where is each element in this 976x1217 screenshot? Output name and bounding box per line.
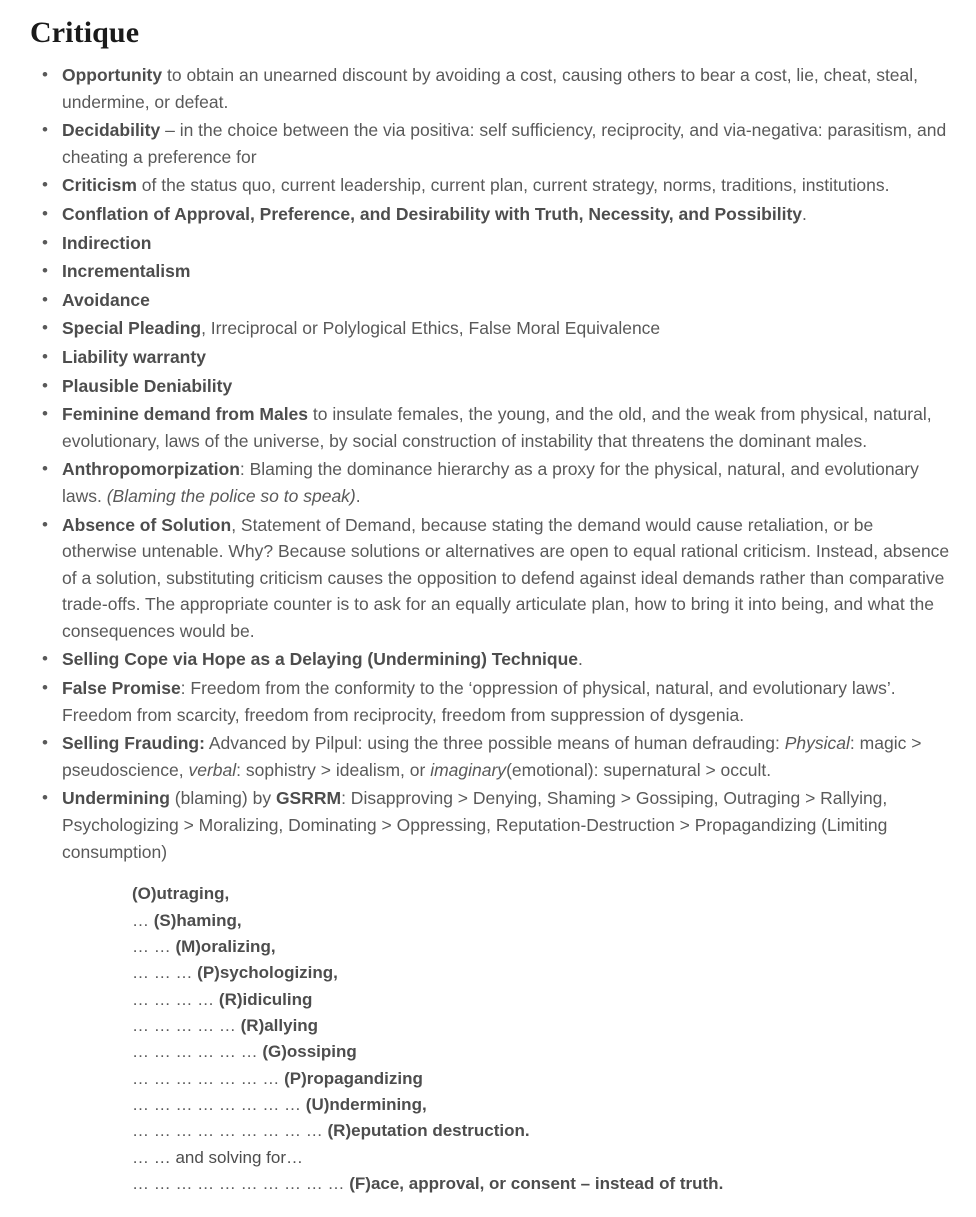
list-item-text: : Freedom from the conformity to the ‘oppression of physical, natural, and evolutionary laws’. Freedom from scarcity, freedom from reciprocity, freedom from suppression of dysgenia.	[62, 678, 896, 725]
gsrrm-indent-dots: … …	[132, 936, 176, 956]
gsrrm-term: (U)ndermining,	[305, 1094, 427, 1114]
gsrrm-term: (O)utraging,	[132, 884, 230, 904]
list-item-text: Conflation of Approval, Preference, and Desirability with Truth, Necessity, and Possibility	[62, 203, 803, 224]
list-item-text: of the status quo, current leadership, current plan, current strategy, norms, traditions, institutions.	[136, 175, 890, 196]
list-item-text: : Blaming the dominance hierarchy as a proxy for the physical, natural, and evolutionary laws.	[62, 459, 919, 506]
gsrrm-term: (R)allying	[240, 1015, 319, 1035]
gsrrm-indent-dots: … … … … … … … … … …	[132, 1174, 350, 1193]
list-item-text: Opportunity	[62, 65, 163, 85]
list-item-text: Absence of Solution	[62, 514, 232, 535]
gsrrm-ladder-line	[132, 908, 952, 934]
gsrrm-indent-dots: … … … …	[132, 989, 219, 1009]
gsrrm-term: (G)ossiping	[262, 1042, 357, 1062]
list-item-text: Plausible Deniability	[62, 375, 233, 396]
gsrrm-indent-dots: … … … … … … … …	[132, 1094, 306, 1114]
gsrrm-indent-dots: … … … … … … … … …	[132, 1121, 328, 1141]
gsrrm-indent-dots: … … …	[132, 963, 198, 983]
list-item-text: , Statement of Demand, because stating the demand would cause retaliation, or be otherwise untenable. Why? Because solutions or alternatives are open to equal rational criticism. Instead, absence of a solution, substituting criticism causes the opposition to defend against ideal demands rather than comparative trade-offs. The appropriate counter is to ask for an equally articulate plan, how to bring it into being, and what the consequences would be.	[62, 514, 950, 641]
list-item-text: : magic > pseudoscience,	[62, 733, 922, 780]
gsrrm-term: (S)haming,	[153, 910, 242, 930]
list-item-text: to insulate females, the young, and the old, and the weak from physical, natural, evolutionary, laws of the universe, by social construction of instability that threatens the dominant males.	[62, 404, 932, 451]
list-item-text: Selling Frauding:	[62, 733, 205, 754]
list-item-text: imaginary	[430, 759, 507, 780]
list-item-text: to obtain an unearned discount by avoiding a cost, causing others to bear a cost, lie, cheat, steal, undermine, or defeat.	[62, 65, 919, 112]
list-item-text: .	[355, 485, 361, 506]
list-item	[24, 785, 952, 865]
list-item-text: , Irreciprocal or Polylogical Ethics, False Moral Equivalence	[201, 318, 661, 339]
gsrrm-ladder-line	[132, 881, 952, 907]
gsrrm-term: (P)sychologizing,	[197, 963, 338, 983]
gsrrm-term: (F)ace, approval, or consent – instead of truth.	[349, 1174, 724, 1193]
list-item	[24, 117, 952, 170]
list-item-text: Physical	[784, 733, 850, 754]
list-item-text: (emotional): supernatural > occult.	[506, 759, 772, 780]
list-item-text: verbal	[188, 759, 237, 780]
list-item-text: False Promise	[62, 678, 181, 699]
list-item	[24, 675, 952, 728]
list-item-text: .	[802, 203, 807, 224]
gsrrm-term: (M)oralizing,	[175, 936, 276, 956]
gsrrm-ladder-line	[132, 1145, 952, 1171]
list-item-text: Avoidance	[62, 289, 150, 310]
critique-list	[24, 62, 952, 865]
list-item-text: Decidability	[62, 120, 161, 141]
list-item-text: .	[578, 649, 583, 670]
list-item-text: Anthropomorpization	[62, 459, 240, 480]
list-item-text: Liability warranty	[62, 346, 206, 367]
gsrrm-indent-dots: … … … … … … …	[132, 1068, 285, 1088]
list-item	[24, 730, 952, 783]
gsrrm-ladder-line	[132, 960, 952, 986]
list-item-text: GSRRM	[275, 788, 342, 809]
list-item	[24, 456, 952, 509]
list-item-text: Advanced by Pilpul: using the three possible means of human defrauding:	[204, 733, 785, 754]
gsrrm-ladder-line	[132, 1039, 952, 1065]
gsrrm-ladder-line	[132, 934, 952, 960]
gsrrm-indent-dots: … … … … … …	[132, 1042, 263, 1062]
gsrrm-indent-dots: …	[132, 1147, 154, 1167]
list-item-text: : Disapproving > Denying, Shaming > Gossiping, Outraging > Rallying, Psychologizing > Moralizing, Dominating > Oppressing, Reputation-Destruction > Propagandizing (Limiting consumption)	[62, 788, 888, 862]
gsrrm-indent-dots: …	[132, 910, 154, 930]
list-item-text: : sophistry > idealism, or	[236, 759, 431, 780]
gsrrm-term: … and solving for…	[153, 1147, 304, 1167]
list-item	[24, 315, 952, 342]
gsrrm-indent-dots: … … … … …	[132, 1015, 241, 1035]
gsrrm-ladder-line	[132, 987, 952, 1013]
list-item	[24, 646, 952, 673]
gsrrm-term: (P)ropagandizing	[284, 1068, 423, 1088]
list-item	[24, 401, 952, 454]
gsrrm-ladder-line	[132, 1066, 952, 1092]
gsrrm-term: (R)eputation destruction.	[327, 1121, 530, 1141]
list-item	[24, 373, 952, 400]
list-item-text: – in the choice between the via positiva: self sufficiency, reciprocity, and via-negativa: parasitism, and cheating a preference for	[62, 120, 947, 167]
list-item	[24, 512, 952, 645]
gsrrm-ladder-line	[132, 1013, 952, 1039]
gsrrm-term: (R)idiculing	[218, 989, 313, 1009]
gsrrm-ladder-line	[132, 1092, 952, 1118]
page-title: Critique	[30, 16, 140, 49]
list-item-text: Undermining	[62, 788, 170, 809]
list-item	[24, 287, 952, 314]
list-item	[24, 201, 952, 228]
list-item-text: Indirection	[62, 232, 152, 253]
list-item	[24, 172, 952, 199]
list-item-text: Selling Cope via Hope as a Delaying (Undermining) Technique	[62, 649, 579, 670]
list-item	[24, 344, 952, 371]
gsrrm-ladder-line	[132, 1171, 952, 1197]
list-item-text: Feminine demand from Males	[62, 404, 309, 425]
gsrrm-ladder-block	[24, 881, 952, 1197]
list-item	[24, 258, 952, 285]
list-item-text: (Blaming the police so to speak)	[106, 485, 356, 506]
list-item-text: Criticism	[62, 175, 137, 196]
list-item	[24, 230, 952, 257]
list-item-text: (blaming) by	[169, 788, 276, 809]
list-item-text: Incrementalism	[62, 261, 191, 282]
gsrrm-ladder-line	[132, 1118, 952, 1144]
list-item	[24, 62, 952, 115]
list-item-text: Special Pleading	[62, 318, 202, 339]
